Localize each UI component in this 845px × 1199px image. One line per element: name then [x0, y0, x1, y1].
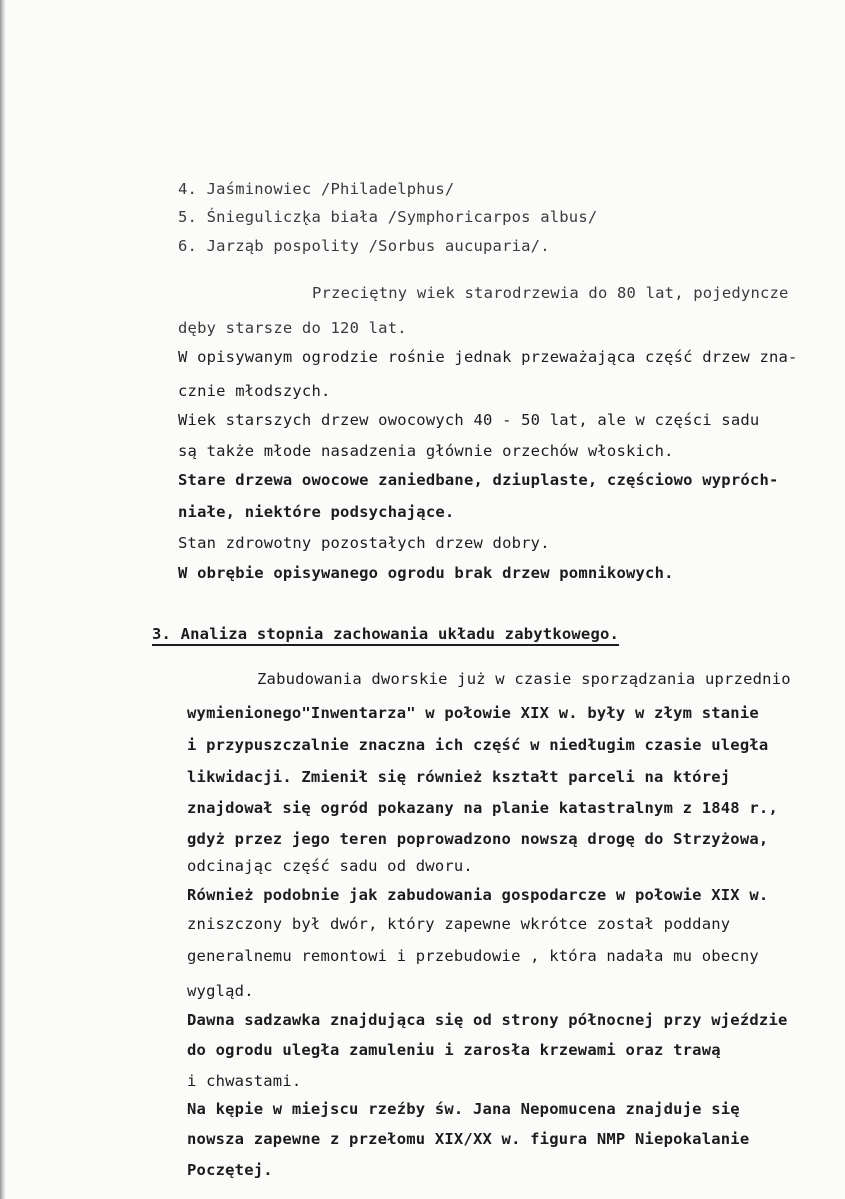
paragraph-2-line-9: zniszczony był dwór, który zapewne wkrótce został poddany [187, 915, 731, 933]
paragraph-2-line-17: Poczętej. [187, 1161, 273, 1179]
paragraph-2-line-13: do ogrodu uległa zamuleniu i zarosła krzewami oraz trawą [187, 1041, 721, 1059]
section-heading: 3. Analiza stopnia zachowania układu zabytkowego. [152, 625, 620, 643]
paragraph-2-line-6: gdyż przez jego teren poprowadzono nowszą drogę do Strzyżowa, [187, 830, 769, 848]
paragraph-1-line-7: Stare drzewa owocowe zaniedbane, dziuplaste, częściowo wypróch- [178, 471, 779, 489]
paragraph-1-line-10: W obrębie opisywanego ogrodu brak drzew pomnikowych. [178, 564, 674, 582]
paragraph-2-line-2: wymienionego"Inwentarza" w połowie XIX w. były w złym stanie [187, 704, 759, 722]
scan-edge-shadow [0, 0, 6, 1199]
paragraph-2-line-15: Na kępie w miejscu rzeźby św. Jana Nepomucena znajduje się [187, 1100, 740, 1118]
paragraph-1-line-8: niałe, niektóre podsychające. [178, 503, 455, 521]
paragraph-1-line-2: dęby starsze do 120 lat. [178, 319, 407, 337]
paragraph-2-line-1: Zabudowania dworskie już w czasie sporządzania uprzednio [257, 670, 791, 688]
paragraph-1-line-9: Stan zdrowotny pozostałych drzew dobry. [178, 534, 550, 552]
paragraph-1-line-3: W opisywanym ogrodzie rośnie jednak przeważająca część drzew zna- [178, 348, 798, 366]
paragraph-2-line-10: generalnemu remontowi i przebudowie , która nadała mu obecny [187, 947, 759, 965]
paragraph-1-line-6: są także młode nasadzenia głównie orzechów włoskich. [178, 442, 674, 460]
list-item-4: 4. Jaśminowiec /Philadelphus/ [178, 180, 455, 198]
list-item-5: 5. Śniegulicz̨ka biała /Symphoricarpos albus/ [178, 208, 598, 226]
list-item-6: 6. Jarząb pospolity /Sorbus aucuparia/. [178, 237, 550, 255]
paragraph-2-line-3: i przypuszczalnie znaczna ich część w niedługim czasie uległa [187, 736, 769, 754]
paragraph-2-line-16: nowsza zapewne z przełomu XIX/XX w. figura NMP Niepokalanie [187, 1130, 750, 1148]
paragraph-1-line-5: Wiek starszych drzew owocowych 40 - 50 lat, ale w części sadu [178, 411, 760, 429]
paragraph-1-line-4: cznie młodszych. [178, 382, 331, 400]
paragraph-2-line-5: znajdował się ogród pokazany na planie katastralnym z 1848 r., [187, 799, 778, 817]
paragraph-2-line-14: i chwastami. [187, 1072, 302, 1090]
paragraph-2-line-12: Dawna sadzawka znajdująca się od strony północnej przy wjeździe [187, 1011, 788, 1029]
paragraph-2-line-4: likwidacji. Zmienił się również kształt parceli na której [187, 768, 731, 786]
paragraph-1-line-1: Przeciętny wiek starodrzewia do 80 lat, pojedyncze [312, 284, 789, 302]
paragraph-2-line-7: odcinając część sadu od dworu. [187, 857, 473, 875]
paragraph-2-line-8: Również podobnie jak zabudowania gospodarcze w połowie XIX w. [187, 886, 769, 904]
paragraph-2-line-11: wygląd. [187, 982, 254, 1000]
